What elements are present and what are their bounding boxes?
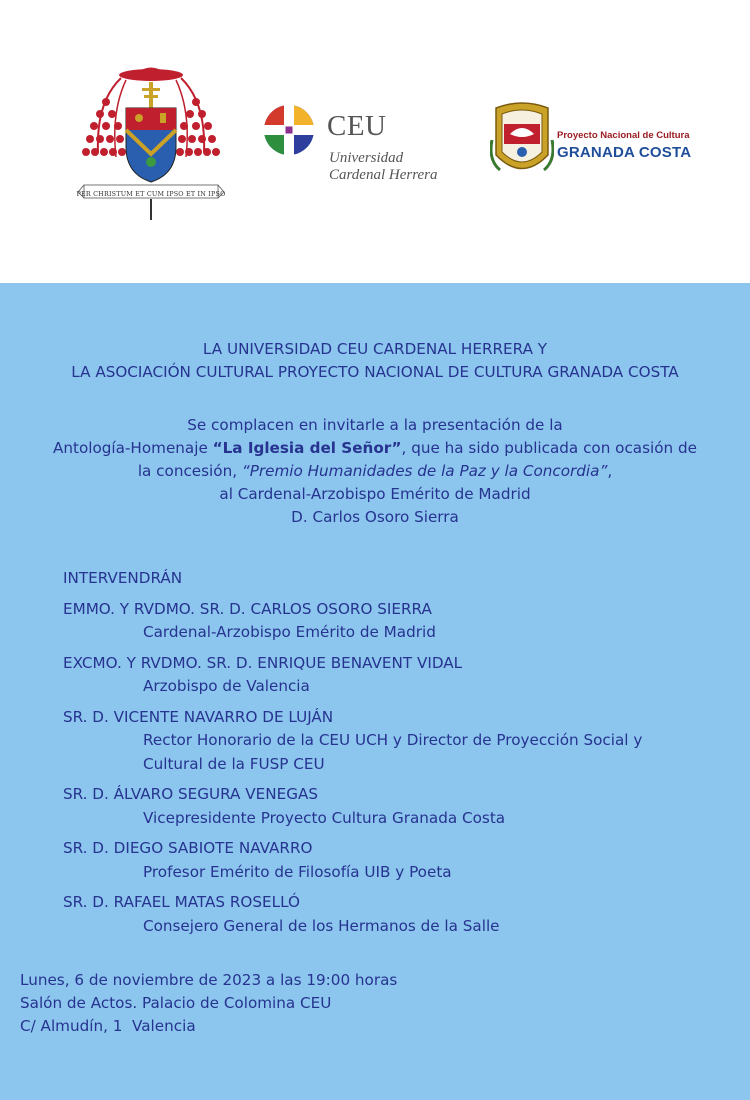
ceu-university-logo [263, 102, 463, 182]
organizers-heading [0, 338, 750, 384]
ceu-cross-icon [263, 104, 315, 156]
speaker-role: Vicepresidente Proyecto Cultura Granada Costa [143, 808, 506, 827]
coat-motto: PER CHRISTUM ET CUM IPSO ET IN IPSO [76, 190, 226, 198]
organizers-line-2: LA ASOCIACIÓN CULTURAL PROYECTO NACIONAL DE CULTURA GRANADA COSTA [71, 363, 679, 381]
invitation-line-3-pre: la concesión, [137, 462, 242, 480]
award-name: “Premio Humanidades de la Paz y la Concordia” [241, 462, 608, 480]
speaker-item [63, 652, 743, 699]
invitation-line-1: Se complacen en invitarle a la presentación de la [187, 416, 563, 434]
speaker-role-continued: Cultural de la FUSP CEU [143, 754, 325, 773]
organizers-line-1: LA UNIVERSIDAD CEU CARDENAL HERRERA Y [202, 340, 548, 358]
speaker-name: SR. D. RAFAEL MATAS ROSELLÓ [63, 893, 300, 911]
event-date: Lunes, 6 de noviembre de 2023 a las 19:00 horas [20, 971, 398, 989]
speaker-role: Profesor Emérito de Filosofía UIB y Poeta [143, 862, 452, 881]
speakers-title: INTERVENDRÁN [63, 569, 183, 587]
speaker-role: Arzobispo de Valencia [143, 677, 310, 695]
speaker-role: Consejero General de los Hermanos de la Salle [143, 916, 500, 935]
speaker-item [63, 837, 743, 884]
speakers-section [63, 567, 743, 945]
cardinal-coat-of-arms-logo [76, 62, 226, 222]
speaker-name: SR. D. DIEGO SABIOTE NAVARRO [63, 839, 313, 857]
event-venue: Salón de Actos. Palacio de Colomina CEU [20, 994, 332, 1012]
event-details [20, 969, 397, 1038]
invitation-line-3 [0, 460, 750, 483]
speaker-name: EXCMO. Y RVDMO. SR. D. ENRIQUE BENAVENT VIDAL [63, 653, 463, 672]
speaker-item [63, 598, 743, 645]
book-title: “La Iglesia del Señor” [212, 439, 402, 457]
header-logos [0, 0, 750, 283]
ceu-name: CEU [327, 110, 387, 142]
speaker-item [63, 706, 743, 777]
ceu-sub-line2: Cardenal Herrera [329, 167, 438, 183]
speaker-item [63, 783, 743, 830]
invitation-line-2-pre: Antología-Homenaje [53, 439, 213, 457]
coat-of-arms-icon [76, 62, 226, 222]
granada-costa-name: GRANADA COSTA [557, 144, 692, 161]
speaker-item [63, 891, 743, 938]
invitation-line-2 [0, 437, 750, 460]
invitation-line-4: al Cardenal-Arzobispo Emérito de Madrid [219, 485, 531, 503]
invitation-line-2-post: , que ha sido publicada con ocasión de [401, 439, 697, 457]
granada-costa-badge-icon [490, 100, 554, 182]
speaker-name: SR. D. ÁLVARO SEGURA VENEGAS [63, 785, 318, 803]
invitation-line-3-post: , [607, 462, 613, 480]
granada-costa-logo [490, 100, 690, 182]
speaker-name: SR. D. VICENTE NAVARRO DE LUJÁN [63, 707, 334, 726]
invitation-line-5: D. Carlos Osoro Sierra [291, 508, 459, 526]
ceu-subtitle [329, 150, 437, 184]
ceu-sub-line1: Universidad [329, 150, 404, 166]
invitation-text [0, 414, 750, 529]
event-address: C/ Almudín, 1 Valencia [20, 1017, 196, 1035]
speaker-role: Cardenal-Arzobispo Emérito de Madrid [143, 623, 436, 641]
speaker-name: EMMO. Y RVDMO. SR. D. CARLOS OSORO SIERRA [63, 599, 432, 618]
granada-costa-tagline: Proyecto Nacional de Cultura [557, 130, 690, 141]
speaker-role: Rector Honorario de la CEU UCH y Director de Proyección Social y [143, 731, 643, 749]
